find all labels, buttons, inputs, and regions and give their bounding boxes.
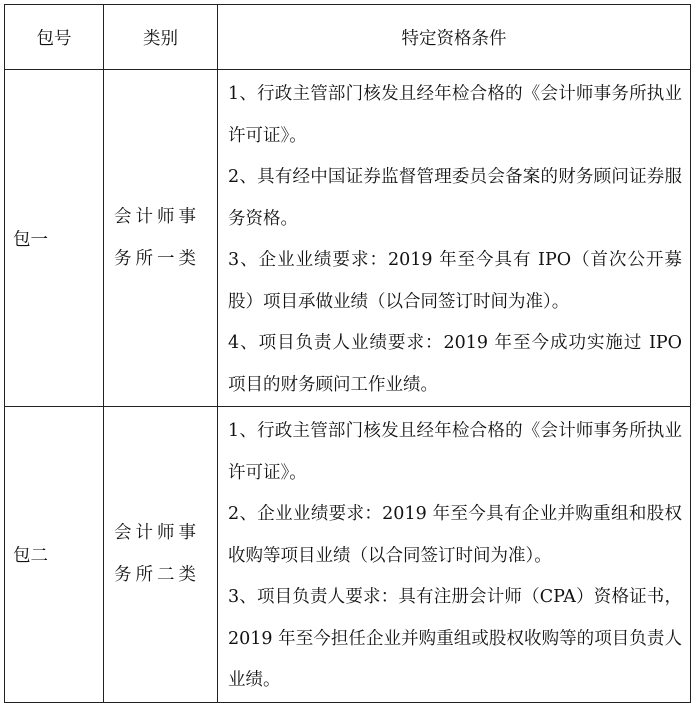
qualification-table (4, 4, 691, 703)
package-cell: 包一 (5, 70, 104, 407)
header-category: 类别 (104, 5, 218, 70)
condition-item: 3、项目负责人要求：具有注册会计师（CPA）资格证书，2019 年至今担任企业并购重组或股权收购等的项目负责人业绩。 (228, 587, 682, 690)
table-row (5, 70, 691, 407)
header-row (5, 5, 691, 70)
conditions-cell (218, 70, 691, 407)
condition-item: 4、项目负责人业绩要求：2019 年至今成功实施过 IPO 项目的财务顾问工作业绩。 (228, 333, 682, 395)
header-conditions: 特定资格条件 (218, 5, 691, 70)
condition-item: 3、企业业绩要求：2019 年至今具有 IPO（首次公开募股）项目承做业绩（以合同签订时间为准）。 (228, 250, 682, 312)
category-cell: 会计师事务所一类 (104, 70, 218, 407)
category-cell: 会计师事务所二类 (104, 407, 218, 703)
table-row (5, 407, 691, 703)
package-cell: 包二 (5, 407, 104, 703)
conditions-cell (218, 407, 691, 703)
condition-item: 1、行政主管部门核发且经年检合格的《会计师事务所执业许可证》。 (228, 84, 682, 146)
header-package: 包号 (5, 5, 104, 70)
condition-item: 2、具有经中国证券监督管理委员会备案的财务顾问证券服务资格。 (228, 167, 682, 229)
condition-item: 1、行政主管部门核发且经年检合格的《会计师事务所执业许可证》。 (228, 421, 682, 483)
condition-item: 2、企业业绩要求：2019 年至今具有企业并购重组和股权收购等项目业绩（以合同签订时间为准）。 (228, 504, 682, 566)
